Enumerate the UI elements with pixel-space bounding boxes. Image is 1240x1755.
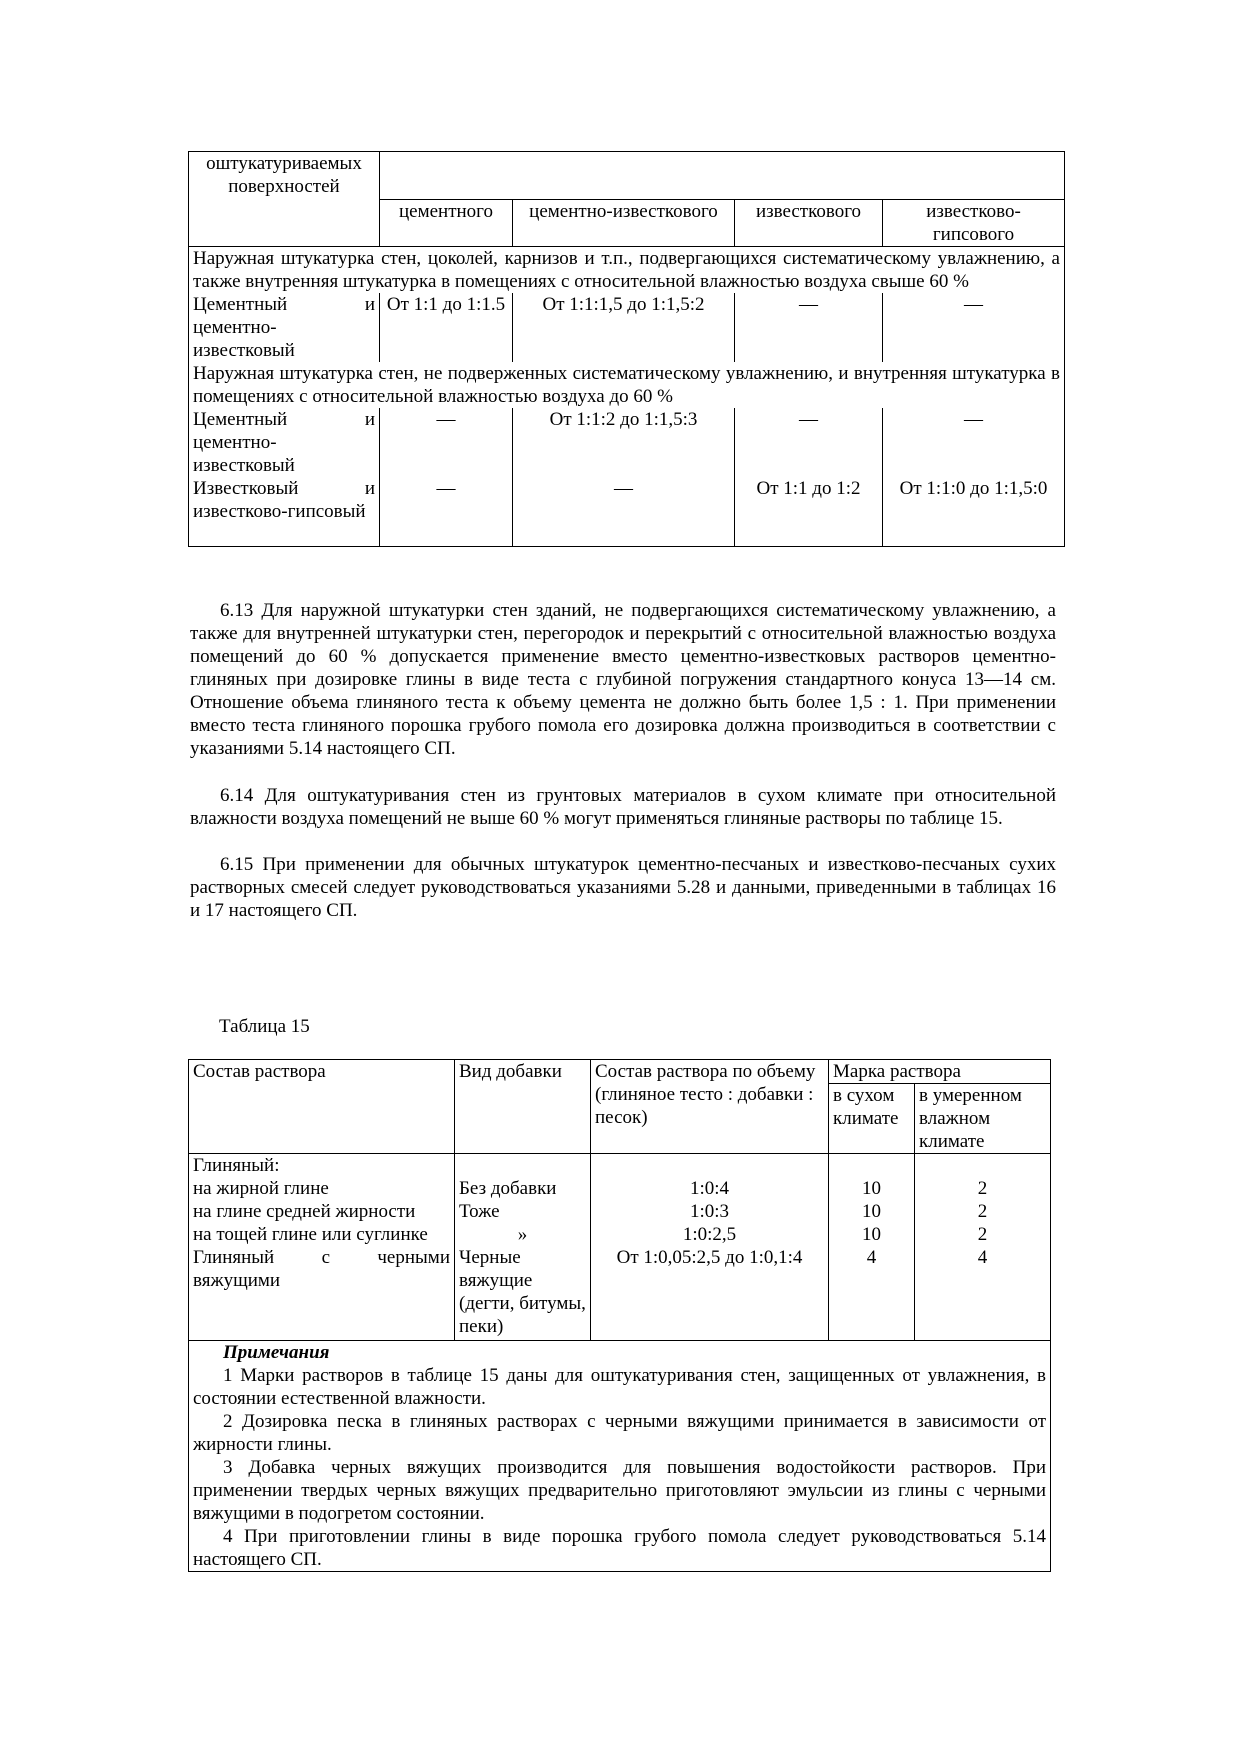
row-volume: 1:0:3 bbox=[591, 1200, 829, 1223]
row-additive: Черные вяжущие (дегти, битумы, пеки) bbox=[455, 1246, 591, 1340]
header-dry-climate: в сухом климате bbox=[829, 1084, 915, 1154]
row-label-rest: цементно-известковый bbox=[193, 432, 295, 476]
cell-value: — bbox=[513, 477, 735, 546]
notes-title: Примечания bbox=[223, 1341, 330, 1363]
notes-cell bbox=[189, 1340, 1051, 1571]
section-title-humid: Наружная штукатурка стен, цоколей, карнизов и т.п., подвергающихся систематическому увлажнению, а также внутренняя штукатурка в помещениях с относительной влажностью воздуха свыше 60 % bbox=[189, 247, 1065, 294]
cell-value: — bbox=[883, 408, 1065, 477]
row-label-rest: цементно-известковый bbox=[193, 317, 295, 361]
paragraph-6-15: 6.15 При применении для обычных штукатурок цементно-песчаных и известково-песчаных сухих растворных смесей следует руководствоваться указаниями 5.28 и данными, приведенными в таблицах 16 и 17 настоящего СП. bbox=[190, 854, 1056, 921]
row-label-rest: известково-гипсовый bbox=[193, 501, 366, 522]
row-volume: От 1:0,05:2,5 до 1:0,1:4 bbox=[591, 1246, 829, 1340]
cell-value: От 1:1:0 до 1:1,5:0 bbox=[883, 477, 1065, 546]
header-composition: Состав раствора bbox=[189, 1060, 455, 1154]
header-surfaces: оштукатуриваемых поверхностей bbox=[189, 152, 380, 247]
row-dry: 10 bbox=[829, 1177, 915, 1200]
row-wet: 4 bbox=[915, 1246, 1051, 1340]
row-label bbox=[189, 477, 380, 546]
row-dry: 10 bbox=[829, 1223, 915, 1246]
row-name-line: Глиняный с черными bbox=[193, 1247, 450, 1268]
note-item: 2 Дозировка песка в глиняных растворах с черными вяжущими принимается в зависимости от жирности глины. bbox=[193, 1410, 1046, 1455]
row-label-line: Цементный и bbox=[193, 409, 375, 430]
cell-value: — bbox=[380, 408, 513, 477]
row-label-line: Цементный и bbox=[193, 294, 375, 315]
cell-value: — bbox=[735, 293, 883, 362]
header-volume: Состав раствора по объему (глиняное тесто : добавки : песок) bbox=[591, 1060, 829, 1154]
mortar-composition-table bbox=[188, 151, 1065, 547]
table-caption: Таблица 15 bbox=[219, 1016, 310, 1037]
row-name: на жирной глине bbox=[189, 1177, 455, 1200]
row-label bbox=[189, 293, 380, 362]
header-lime-gypsum: известково-гипсового bbox=[883, 200, 1065, 247]
row-name: на тощей глине или суглинке bbox=[189, 1223, 455, 1246]
row-dry: 10 bbox=[829, 1200, 915, 1223]
row-name bbox=[189, 1246, 455, 1340]
cell-value: — bbox=[735, 408, 883, 477]
row-label-line: Известковый и bbox=[193, 478, 375, 499]
section-title-dry: Наружная штукатурка стен, не подверженных систематическому увлажнению, и внутренняя штукатурка в помещениях с относительной влажностью воздуха до 60 % bbox=[189, 362, 1065, 408]
note-item: 3 Добавка черных вяжущих производится для повышения водостойкости растворов. При применении твердых черных вяжущих предварительно приготовляют эмульсии из глины с черными вяжущими в подогретом состоянии. bbox=[193, 1456, 1046, 1524]
header-empty-row bbox=[380, 152, 1065, 200]
note-item: 1 Марки растворов в таблице 15 даны для оштукатуривания стен, защищенных от увлажнения, в состоянии естественной влажности. bbox=[193, 1364, 1046, 1409]
header-cement-lime: цементно-известкового bbox=[513, 200, 735, 247]
row-additive: Тоже bbox=[455, 1200, 591, 1223]
cell-value: От 1:1:1,5 до 1:1,5:2 bbox=[513, 293, 735, 362]
header-cement: цементного bbox=[380, 200, 513, 247]
row-wet: 2 bbox=[915, 1200, 1051, 1223]
cell-value: От 1:1:2 до 1:1,5:3 bbox=[513, 408, 735, 477]
row-wet: 2 bbox=[915, 1177, 1051, 1200]
cell-value: — bbox=[380, 477, 513, 546]
paragraph-6-13: 6.13 Для наружной штукатурки стен зданий, не подвергающихся систематическому увлажнению, а также для внутренней штукатурки стен, перегородок и перекрытий с относительной влажностью воздуха помещений до 60 % допускается применение вместо цементно-известковых растворов цементно-глиняных при дозировке глины в виде теста с глубиной погружения стандартного конуса 13—14 см. Отношение объема глиняного теста к объему цемента не должно быть более 1,5 : 1. При применении вместо теста глиняного порошка грубого помола его дозировка должна производиться в соответствии с указаниями 5.14 настоящего СП. bbox=[190, 600, 1056, 759]
row-wet: 2 bbox=[915, 1223, 1051, 1246]
note-item: 4 При приготовлении глины в виде порошка грубого помола следует руководствоваться 5.14 настоящего СП. bbox=[193, 1525, 1046, 1570]
cell-value: От 1:1 до 1:2 bbox=[735, 477, 883, 546]
row-volume: 1:0:4 bbox=[591, 1177, 829, 1200]
group-label: Глиняный: bbox=[189, 1154, 455, 1178]
row-label bbox=[189, 408, 380, 477]
row-name-rest: вяжущими bbox=[193, 1270, 281, 1291]
header-grade: Марка раствора bbox=[829, 1060, 1051, 1084]
row-name: на глине средней жирности bbox=[189, 1200, 455, 1223]
cell-value: От 1:1 до 1:1.5 bbox=[380, 293, 513, 362]
row-additive: » bbox=[455, 1223, 591, 1246]
table-15 bbox=[188, 1059, 1051, 1572]
row-dry: 4 bbox=[829, 1246, 915, 1340]
header-additive: Вид добавки bbox=[455, 1060, 591, 1154]
header-wet-climate: в умеренном влажном климате bbox=[915, 1084, 1051, 1154]
paragraph-6-14: 6.14 Для оштукатуривания стен из грунтовых материалов в сухом климате при относительной влажности воздуха помещений не выше 60 % могут применяться глиняные растворы по таблице 15. bbox=[190, 785, 1056, 829]
header-lime: известкового bbox=[735, 200, 883, 247]
row-additive: Без добавки bbox=[455, 1177, 591, 1200]
row-volume: 1:0:2,5 bbox=[591, 1223, 829, 1246]
cell-value: — bbox=[883, 293, 1065, 362]
